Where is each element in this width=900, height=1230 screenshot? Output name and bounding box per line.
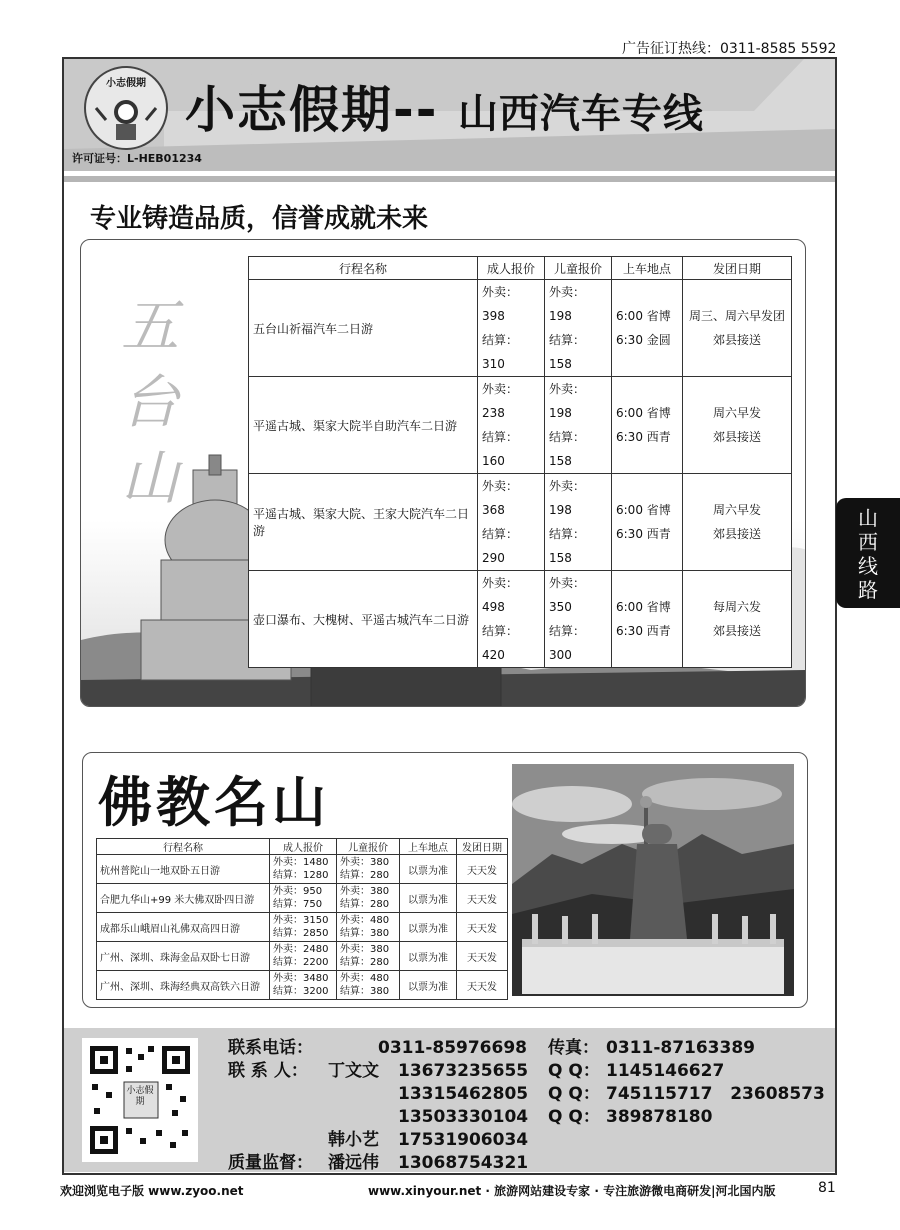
pickup-place: 以票为准 [400,942,457,971]
slogan: 专业铸造品质，信誉成就未来 [90,204,429,234]
mobile-2: 13315462805 [398,1084,529,1104]
col-adult-price: 成人报价 [270,839,337,855]
logo-text: 小志假期 [106,78,146,89]
col-departure: 发团日期 [457,839,508,855]
pickup-place: 6:00 省博 6:30 西青 [612,377,683,474]
col-pickup: 上车地点 [400,839,457,855]
departure-date: 天天发 [457,971,508,1000]
side-tab-label: 山西线路 [858,506,878,602]
col-departure: 发团日期 [683,257,792,280]
adult-price: 外卖：3480 结算：3200 [270,971,337,1000]
fax-label: 传真： [548,1038,599,1058]
supervisor-label: 质量监督： [228,1153,313,1173]
col-route-name: 行程名称 [249,257,478,280]
child-price: 外卖：480 结算：380 [337,913,400,942]
qq-label-2: Q Q： [548,1084,600,1104]
qq-3: 389878180 [606,1107,713,1127]
adult-price: 外卖：3150 结算：2850 [270,913,337,942]
col-child-price: 儿童报价 [337,839,400,855]
table-row [249,280,792,377]
child-price: 外卖：198 结算：158 [545,474,612,571]
child-price: 外卖：480 结算：380 [337,971,400,1000]
contact-person-2-name: 韩小艺 [328,1130,379,1150]
child-price: 外卖：380 结算：280 [337,855,400,884]
title-main: 小志假期-- [185,81,439,139]
table-row [97,913,508,942]
supervisor-name: 潘远伟 [328,1153,379,1173]
pickup-place: 6:00 省博 6:30 金圆 [612,280,683,377]
adult-price: 外卖：1480 结算：1280 [270,855,337,884]
departure-date: 天天发 [457,884,508,913]
departure-date: 周六早发 郊县接送 [683,377,792,474]
table-row [249,377,792,474]
pickup-place: 6:00 省博 6:30 西青 [612,571,683,668]
child-price: 外卖：198 结算：158 [545,377,612,474]
departure-date: 天天发 [457,913,508,942]
table-header-row [249,257,792,280]
departure-date: 天天发 [457,942,508,971]
ad-hotline: 广告征订热线：0311-8585 5592 [622,41,837,57]
brand-logo [84,66,168,150]
qq-2: 745115717 23608573 [606,1084,825,1104]
buddhist-title: 佛教名山 [98,771,330,834]
route-name: 杭州普陀山一地双卧五日游 [97,855,270,884]
col-child-price: 儿童报价 [545,257,612,280]
qr-center-logo: 小志假期 [126,1086,154,1107]
col-pickup: 上车地点 [612,257,683,280]
phone-label: 联系电话： [228,1038,313,1058]
adult-price: 外卖：2480 结算：2200 [270,942,337,971]
table-row [249,571,792,668]
departure-date: 每周六发 郊县接送 [683,571,792,668]
qq-1: 1145146627 [606,1061,725,1081]
child-price: 外卖：350 结算：300 [545,571,612,668]
route-name: 壶口瀑布、大槐树、平遥古城汽车二日游 [249,571,478,668]
footer-website-left: 欢迎浏览电子版 www.zyoo.net [60,1184,244,1198]
adult-price: 外卖：398 结算：310 [478,280,545,377]
pickup-place: 以票为准 [400,971,457,1000]
adult-price: 外卖：950 结算：750 [270,884,337,913]
mobile-3: 13503330104 [398,1107,529,1127]
departure-date: 周六早发 郊县接送 [683,474,792,571]
route-name: 平遥古城、渠家大院半自助汽车二日游 [249,377,478,474]
phone-number: 0311-85976698 [378,1038,527,1058]
footer-website-right: www.xinyour.net · 旅游网站建设专家 · 专注旅游微电商研发|河北国内版 [368,1184,776,1198]
wutai-calligraphy: 五台山 [121,292,180,512]
route-name: 合肥九华山+99 米大佛双卧四日游 [97,884,270,913]
child-price: 外卖：380 结算：280 [337,884,400,913]
pickup-place: 6:00 省博 6:30 西青 [612,474,683,571]
route-name: 成都乐山峨眉山礼佛双高四日游 [97,913,270,942]
table-row [97,855,508,884]
pickup-place: 以票为准 [400,884,457,913]
route-name: 五台山祈福汽车二日游 [249,280,478,377]
table-row [97,884,508,913]
pickup-place: 以票为准 [400,913,457,942]
table-header-row [97,839,508,855]
buddha-statue-photo [512,764,794,996]
qq-label-1: Q Q： [548,1061,600,1081]
page-number: 81 [818,1180,836,1196]
buddhist-route-table [96,838,508,1000]
contact-person-name: 丁文文 [328,1061,379,1081]
departure-date: 天天发 [457,855,508,884]
route-name: 平遥古城、渠家大院、王家大院汽车二日游 [249,474,478,571]
shanxi-route-table [248,256,792,668]
table-row [97,942,508,971]
table-row [97,971,508,1000]
header-divider [64,176,835,182]
child-price: 外卖：380 结算：280 [337,942,400,971]
license-number: 许可证号：L-HEB01234 [72,152,202,165]
table-row [249,474,792,571]
adult-price: 外卖：368 结算：290 [478,474,545,571]
adult-price: 外卖：238 结算：160 [478,377,545,474]
title-sub: 山西汽车专线 [457,91,704,137]
fax-number: 0311-87163389 [606,1038,755,1058]
mobile-1: 13673235655 [398,1061,529,1081]
adult-price: 外卖：498 结算：420 [478,571,545,668]
departure-date: 周三、周六早发团 郊县接送 [683,280,792,377]
supervisor-phone: 13068754321 [398,1153,529,1173]
qq-label-3: Q Q： [548,1107,600,1127]
col-adult-price: 成人报价 [478,257,545,280]
col-route-name: 行程名称 [97,839,270,855]
pickup-place: 以票为准 [400,855,457,884]
route-name: 广州、深圳、珠海经典双高铁六日游 [97,971,270,1000]
contact-person-2-phone: 17531906034 [398,1130,529,1150]
child-price: 外卖：198 结算：158 [545,280,612,377]
page-title [185,70,704,142]
side-tab-shanxi-routes [836,498,900,608]
contact-person-label: 联 系 人： [228,1061,308,1081]
route-name: 广州、深圳、珠海金品双卧七日游 [97,942,270,971]
